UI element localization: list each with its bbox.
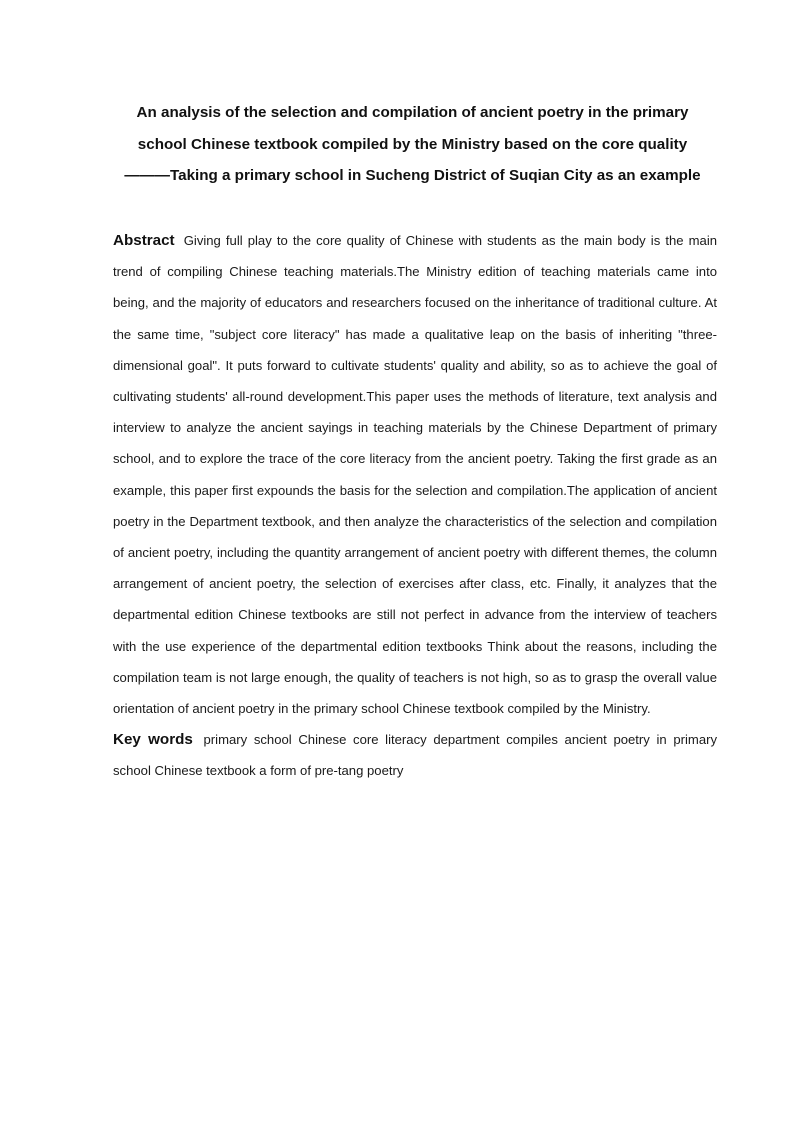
- keywords-label: Key words: [113, 731, 193, 749]
- abstract-text: Giving full play to the core quality of Chinese with students as the main body is the main trend of compiling Chinese teaching materials.The Ministry edition of teaching materials came into being, and the majority of educators and researchers focused on the inheritance of traditional culture. At the same time, "subject core literacy" has made a qualitative leap on the basis of inheriting "three-dimensional goal". It puts forward to cultivate students' quality and ability, so as to achieve the goal of cultivating students' all-round development.This paper uses the methods of literature, text analysis and interview to analyze the ancient sayings in teaching materials by the Chinese Department of primary school, and to explore the trace of the core literacy from the ancient poetry. Taking the first grade as an example, this paper first expounds the basis for the selection and compilation.The application of ancient poetry in the Department textbook, and then analyze the characteristics of the selection and compilation of ancient poetry, including the quantity arrangement of ancient poetry with different themes, the column arrangement of ancient poetry, the selection of exercises after class, etc. Finally, it analyzes that the departmental edition Chinese textbooks are still not perfect in advance from the interview of teachers with the use experience of the departmental edition textbooks Think about the reasons, including the compilation team is not large enough, the quality of teachers is not high, so as to grasp the overall value orientation of ancient poetry in the primary school Chinese textbook compiled by the Ministry.: [113, 233, 718, 717]
- keywords-paragraph: [113, 724, 717, 786]
- abstract-label: Abstract: [113, 232, 175, 249]
- subtitle-line: ———Taking a primary school in Sucheng District of Suqian City as an example: [124, 167, 701, 184]
- paper-title: [100, 97, 725, 192]
- abstract-section: [113, 225, 717, 787]
- keywords-text: primary school Chinese core literacy department compiles ancient poetry in primary school Chinese textbook a form of pre-tang poetry: [113, 732, 718, 779]
- abstract-paragraph: [113, 225, 717, 724]
- title-line-1: An analysis of the selection and compilation of ancient poetry in the primary: [136, 104, 689, 121]
- title-line-2: school Chinese textbook compiled by the Ministry based on the core quality: [137, 135, 688, 153]
